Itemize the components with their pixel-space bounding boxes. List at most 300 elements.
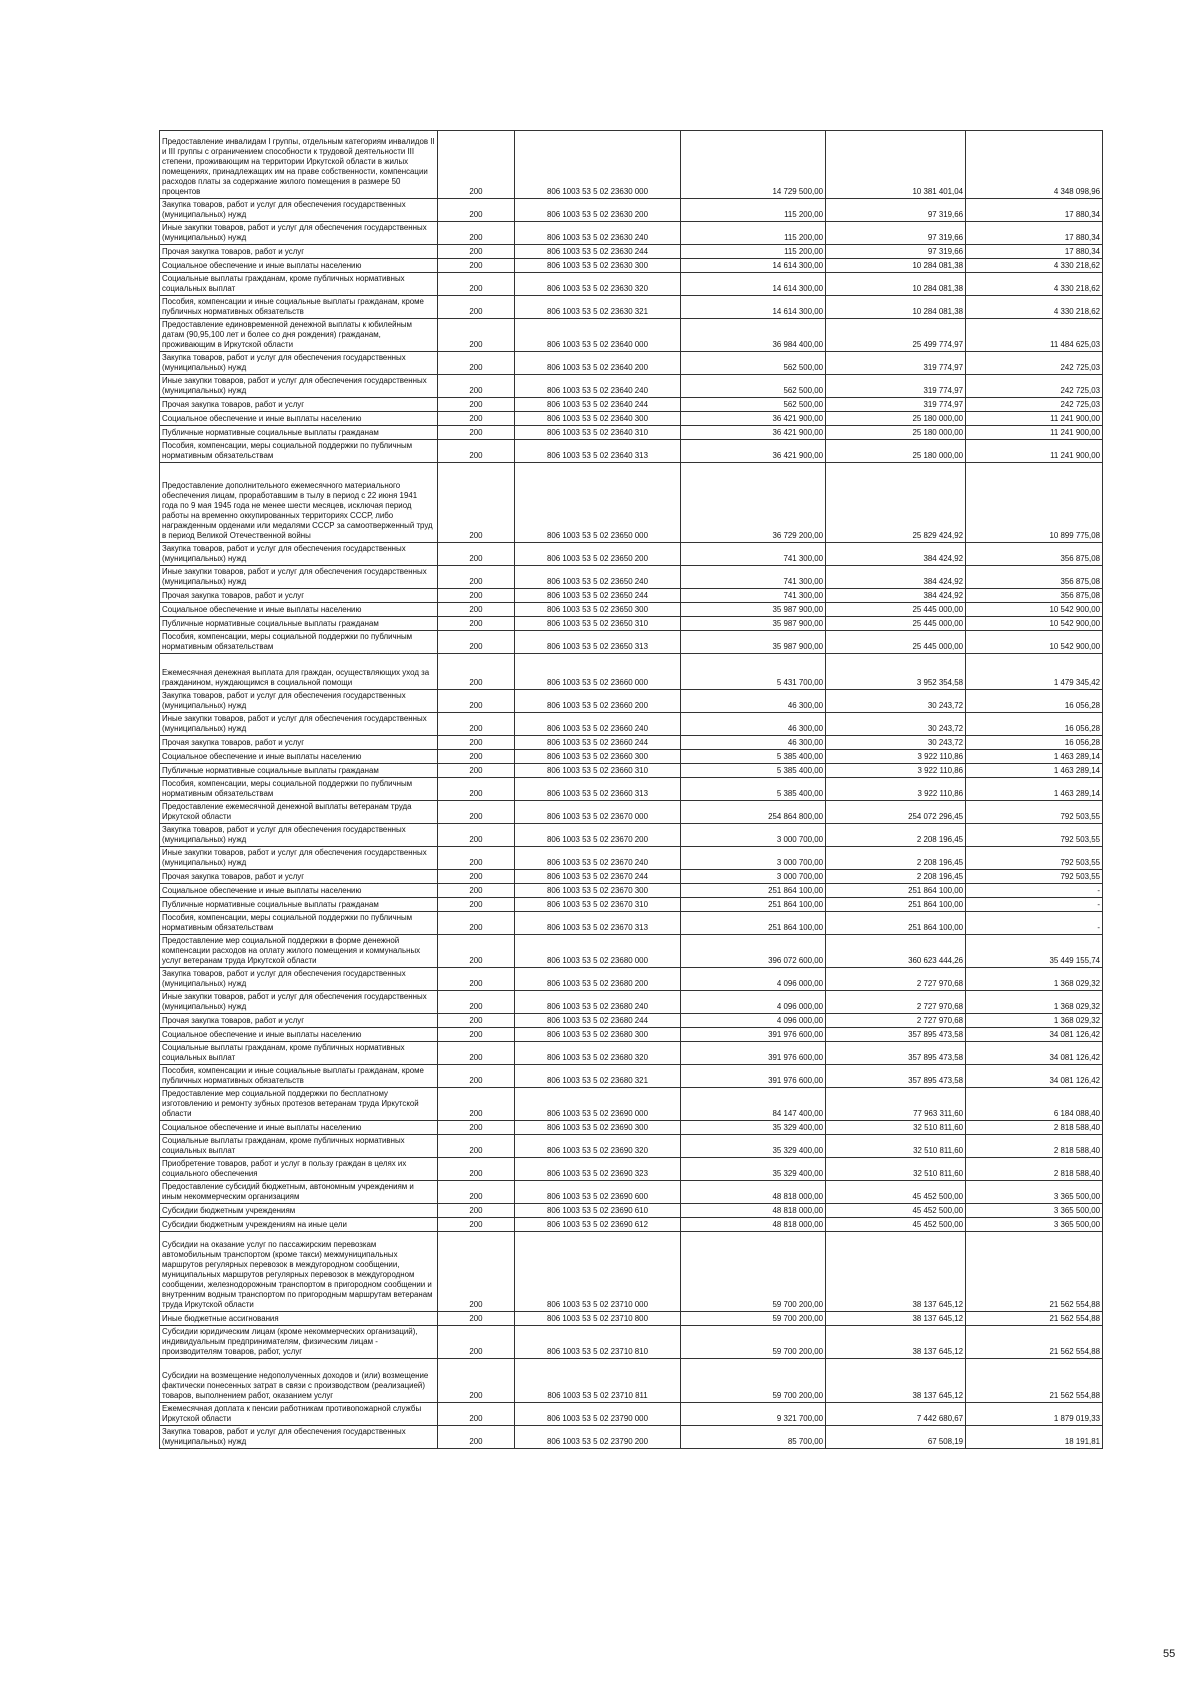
row-name: Социальные выплаты гражданам, кроме публичных нормативных социальных выплат — [160, 273, 438, 296]
row-unexecuted-amount: 1 368 029,32 — [966, 991, 1103, 1014]
row-vr-code: 200 — [438, 1028, 515, 1042]
row-name: Социальное обеспечение и иные выплаты населению — [160, 603, 438, 617]
row-vr-code: 200 — [438, 1359, 515, 1403]
table-row — [160, 617, 1103, 631]
row-unexecuted-amount: 35 449 155,74 — [966, 935, 1103, 968]
table-row — [160, 1403, 1103, 1426]
row-budget-code: 806 1003 53 5 02 23640 240 — [515, 375, 681, 398]
row-vr-code: 200 — [438, 991, 515, 1014]
row-budget-code: 806 1003 53 5 02 23670 000 — [515, 801, 681, 824]
row-name: Ежемесячная доплата к пенсии работникам противопожарной службы Иркутской области — [160, 1403, 438, 1426]
row-executed-amount: 251 864 100,00 — [826, 884, 966, 898]
table-row — [160, 824, 1103, 847]
row-unexecuted-amount: 356 875,08 — [966, 566, 1103, 589]
row-approved-amount: 5 385 400,00 — [681, 778, 826, 801]
row-budget-code: 806 1003 53 5 02 23660 313 — [515, 778, 681, 801]
row-approved-amount: 251 864 100,00 — [681, 884, 826, 898]
row-approved-amount: 46 300,00 — [681, 713, 826, 736]
row-vr-code: 200 — [438, 398, 515, 412]
row-executed-amount: 2 727 970,68 — [826, 968, 966, 991]
row-executed-amount: 32 510 811,60 — [826, 1158, 966, 1181]
table-row — [160, 222, 1103, 245]
row-budget-code: 806 1003 53 5 02 23640 300 — [515, 412, 681, 426]
row-budget-code: 806 1003 53 5 02 23660 000 — [515, 654, 681, 690]
row-name: Социальные выплаты гражданам, кроме публичных нормативных социальных выплат — [160, 1042, 438, 1065]
row-executed-amount: 319 774,97 — [826, 398, 966, 412]
table-row — [160, 935, 1103, 968]
row-approved-amount: 4 096 000,00 — [681, 968, 826, 991]
row-executed-amount: 25 445 000,00 — [826, 631, 966, 654]
row-executed-amount: 10 284 081,38 — [826, 259, 966, 273]
table-row — [160, 1326, 1103, 1359]
row-budget-code: 806 1003 53 5 02 23650 313 — [515, 631, 681, 654]
row-executed-amount: 251 864 100,00 — [826, 898, 966, 912]
row-name: Пособия, компенсации и иные социальные выплаты гражданам, кроме публичных нормативных обязательств — [160, 296, 438, 319]
row-vr-code: 200 — [438, 1312, 515, 1326]
row-approved-amount: 14 614 300,00 — [681, 259, 826, 273]
row-vr-code: 200 — [438, 935, 515, 968]
row-name: Иные закупки товаров, работ и услуг для обеспечения государственных (муниципальных) нужд — [160, 991, 438, 1014]
row-approved-amount: 46 300,00 — [681, 690, 826, 713]
row-unexecuted-amount: 16 056,28 — [966, 736, 1103, 750]
row-budget-code: 806 1003 53 5 02 23690 300 — [515, 1121, 681, 1135]
row-unexecuted-amount: 242 725,03 — [966, 352, 1103, 375]
row-approved-amount: 36 984 400,00 — [681, 319, 826, 352]
table-row — [160, 352, 1103, 375]
row-name: Приобретение товаров, работ и услуг в пользу граждан в целях их социального обеспечения — [160, 1158, 438, 1181]
row-executed-amount: 384 424,92 — [826, 566, 966, 589]
table-row — [160, 566, 1103, 589]
row-name: Прочая закупка товаров, работ и услуг — [160, 870, 438, 884]
table-row — [160, 589, 1103, 603]
row-approved-amount: 3 000 700,00 — [681, 824, 826, 847]
row-vr-code: 200 — [438, 1121, 515, 1135]
row-vr-code: 200 — [438, 912, 515, 935]
row-executed-amount: 30 243,72 — [826, 713, 966, 736]
table-row — [160, 1181, 1103, 1204]
row-name: Закупка товаров, работ и услуг для обеспечения государственных (муниципальных) нужд — [160, 199, 438, 222]
row-approved-amount: 3 000 700,00 — [681, 870, 826, 884]
row-unexecuted-amount: 34 081 126,42 — [966, 1042, 1103, 1065]
row-name: Предоставление субсидий бюджетным, автономным учреждениям и иным некоммерческим организациям — [160, 1181, 438, 1204]
row-unexecuted-amount: 2 818 588,40 — [966, 1135, 1103, 1158]
row-executed-amount: 25 180 000,00 — [826, 426, 966, 440]
row-budget-code: 806 1003 53 5 02 23690 000 — [515, 1088, 681, 1121]
row-approved-amount: 35 987 900,00 — [681, 631, 826, 654]
row-approved-amount: 59 700 200,00 — [681, 1232, 826, 1312]
row-name: Прочая закупка товаров, работ и услуг — [160, 245, 438, 259]
row-vr-code: 200 — [438, 131, 515, 199]
table-row — [160, 1042, 1103, 1065]
row-vr-code: 200 — [438, 1426, 515, 1449]
row-executed-amount: 2 727 970,68 — [826, 1014, 966, 1028]
row-approved-amount: 14 614 300,00 — [681, 273, 826, 296]
row-name: Прочая закупка товаров, работ и услуг — [160, 398, 438, 412]
row-name: Иные закупки товаров, работ и услуг для обеспечения государственных (муниципальных) нужд — [160, 566, 438, 589]
row-vr-code: 200 — [438, 1135, 515, 1158]
row-vr-code: 200 — [438, 750, 515, 764]
row-approved-amount: 3 000 700,00 — [681, 847, 826, 870]
row-unexecuted-amount: 1 463 289,14 — [966, 778, 1103, 801]
row-name: Предоставление мер социальной поддержки по бесплатному изготовлению и ремонту зубных протезов ветеранам труда Иркутской области — [160, 1088, 438, 1121]
row-approved-amount: 35 987 900,00 — [681, 603, 826, 617]
row-executed-amount: 38 137 645,12 — [826, 1232, 966, 1312]
table-row — [160, 375, 1103, 398]
row-vr-code: 200 — [438, 222, 515, 245]
row-unexecuted-amount: 3 365 500,00 — [966, 1204, 1103, 1218]
row-budget-code: 806 1003 53 5 02 23680 200 — [515, 968, 681, 991]
row-approved-amount: 59 700 200,00 — [681, 1359, 826, 1403]
table-row — [160, 1312, 1103, 1326]
row-budget-code: 806 1003 53 5 02 23670 313 — [515, 912, 681, 935]
row-unexecuted-amount: 4 330 218,62 — [966, 296, 1103, 319]
table-row — [160, 1426, 1103, 1449]
row-unexecuted-amount: 2 818 588,40 — [966, 1121, 1103, 1135]
row-budget-code: 806 1003 53 5 02 23650 300 — [515, 603, 681, 617]
row-executed-amount: 3 922 110,86 — [826, 778, 966, 801]
row-budget-code: 806 1003 53 5 02 23680 300 — [515, 1028, 681, 1042]
row-approved-amount: 4 096 000,00 — [681, 991, 826, 1014]
table-row — [160, 884, 1103, 898]
row-vr-code: 200 — [438, 631, 515, 654]
row-budget-code: 806 1003 53 5 02 23660 200 — [515, 690, 681, 713]
row-executed-amount: 25 445 000,00 — [826, 617, 966, 631]
row-executed-amount: 25 499 774,97 — [826, 319, 966, 352]
table-row — [160, 764, 1103, 778]
table-row — [160, 847, 1103, 870]
row-executed-amount: 45 452 500,00 — [826, 1181, 966, 1204]
row-name: Закупка товаров, работ и услуг для обеспечения государственных (муниципальных) нужд — [160, 1426, 438, 1449]
row-vr-code: 200 — [438, 736, 515, 750]
table-row — [160, 750, 1103, 764]
row-executed-amount: 7 442 680,67 — [826, 1403, 966, 1426]
row-vr-code: 200 — [438, 1218, 515, 1232]
row-vr-code: 200 — [438, 801, 515, 824]
table-row — [160, 603, 1103, 617]
row-approved-amount: 562 500,00 — [681, 352, 826, 375]
row-name: Публичные нормативные социальные выплаты гражданам — [160, 898, 438, 912]
table-row — [160, 870, 1103, 884]
row-unexecuted-amount: 792 503,55 — [966, 824, 1103, 847]
row-approved-amount: 5 385 400,00 — [681, 764, 826, 778]
row-unexecuted-amount: - — [966, 884, 1103, 898]
row-executed-amount: 77 963 311,60 — [826, 1088, 966, 1121]
row-executed-amount: 45 452 500,00 — [826, 1204, 966, 1218]
row-unexecuted-amount: 1 463 289,14 — [966, 750, 1103, 764]
table-row — [160, 199, 1103, 222]
row-budget-code: 806 1003 53 5 02 23660 244 — [515, 736, 681, 750]
row-budget-code: 806 1003 53 5 02 23660 300 — [515, 750, 681, 764]
table-row — [160, 991, 1103, 1014]
row-approved-amount: 115 200,00 — [681, 199, 826, 222]
row-vr-code: 200 — [438, 1088, 515, 1121]
row-approved-amount: 36 421 900,00 — [681, 412, 826, 426]
row-budget-code: 806 1003 53 5 02 23640 244 — [515, 398, 681, 412]
row-vr-code: 200 — [438, 654, 515, 690]
row-approved-amount: 741 300,00 — [681, 589, 826, 603]
row-executed-amount: 384 424,92 — [826, 589, 966, 603]
table-row — [160, 426, 1103, 440]
table-row — [160, 654, 1103, 690]
row-approved-amount: 251 864 100,00 — [681, 912, 826, 935]
row-vr-code: 200 — [438, 898, 515, 912]
row-approved-amount: 35 329 400,00 — [681, 1135, 826, 1158]
row-name: Субсидии бюджетным учреждениям на иные цели — [160, 1218, 438, 1232]
row-budget-code: 806 1003 53 5 02 23630 244 — [515, 245, 681, 259]
row-vr-code: 200 — [438, 1158, 515, 1181]
row-name: Пособия, компенсации, меры социальной поддержки по публичным нормативным обязательствам — [160, 440, 438, 463]
row-unexecuted-amount: 21 562 554,88 — [966, 1359, 1103, 1403]
row-budget-code: 806 1003 53 5 02 23640 313 — [515, 440, 681, 463]
row-unexecuted-amount: 2 818 588,40 — [966, 1158, 1103, 1181]
table-row — [160, 1359, 1103, 1403]
row-approved-amount: 5 385 400,00 — [681, 750, 826, 764]
row-unexecuted-amount: 17 880,34 — [966, 222, 1103, 245]
row-name: Закупка товаров, работ и услуг для обеспечения государственных (муниципальных) нужд — [160, 968, 438, 991]
row-vr-code: 200 — [438, 617, 515, 631]
row-executed-amount: 10 284 081,38 — [826, 296, 966, 319]
row-unexecuted-amount: - — [966, 898, 1103, 912]
row-name: Иные бюджетные ассигнования — [160, 1312, 438, 1326]
row-executed-amount: 2 208 196,45 — [826, 870, 966, 884]
row-name: Предоставление инвалидам I группы, отдельным категориям инвалидов II и III группы с ограничением способности к трудовой деятельности III степени, проживающим на территории Иркутской области в жилых помещениях, принадлежащих им на праве собственности, компенсации расходов платы за содержание жилого помещения в размере 50 процентов — [160, 131, 438, 199]
table-row — [160, 1014, 1103, 1028]
row-executed-amount: 319 774,97 — [826, 352, 966, 375]
row-unexecuted-amount: 356 875,08 — [966, 543, 1103, 566]
row-unexecuted-amount: 11 241 900,00 — [966, 440, 1103, 463]
row-budget-code: 806 1003 53 5 02 23670 300 — [515, 884, 681, 898]
row-unexecuted-amount: 792 503,55 — [966, 847, 1103, 870]
table-row — [160, 398, 1103, 412]
row-name: Иные закупки товаров, работ и услуг для обеспечения государственных (муниципальных) нужд — [160, 375, 438, 398]
row-budget-code: 806 1003 53 5 02 23630 300 — [515, 259, 681, 273]
row-unexecuted-amount: 1 463 289,14 — [966, 764, 1103, 778]
row-vr-code: 200 — [438, 375, 515, 398]
row-name: Закупка товаров, работ и услуг для обеспечения государственных (муниципальных) нужд — [160, 543, 438, 566]
row-unexecuted-amount: 21 562 554,88 — [966, 1312, 1103, 1326]
row-name: Предоставление ежемесячной денежной выплаты ветеранам труда Иркутской области — [160, 801, 438, 824]
row-budget-code: 806 1003 53 5 02 23650 000 — [515, 463, 681, 543]
row-budget-code: 806 1003 53 5 02 23670 200 — [515, 824, 681, 847]
row-budget-code: 806 1003 53 5 02 23680 240 — [515, 991, 681, 1014]
row-name: Социальное обеспечение и иные выплаты населению — [160, 884, 438, 898]
row-name: Публичные нормативные социальные выплаты гражданам — [160, 426, 438, 440]
row-vr-code: 200 — [438, 1014, 515, 1028]
row-name: Закупка товаров, работ и услуг для обеспечения государственных (муниципальных) нужд — [160, 824, 438, 847]
row-name: Пособия, компенсации, меры социальной поддержки по публичным нормативным обязательствам — [160, 912, 438, 935]
row-vr-code: 200 — [438, 968, 515, 991]
row-executed-amount: 10 381 401,04 — [826, 131, 966, 199]
row-vr-code: 200 — [438, 847, 515, 870]
row-executed-amount: 357 895 473,58 — [826, 1065, 966, 1088]
table-row — [160, 1088, 1103, 1121]
row-vr-code: 200 — [438, 884, 515, 898]
row-budget-code: 806 1003 53 5 02 23650 310 — [515, 617, 681, 631]
row-vr-code: 200 — [438, 1204, 515, 1218]
row-name: Закупка товаров, работ и услуг для обеспечения государственных (муниципальных) нужд — [160, 352, 438, 375]
row-name: Предоставление мер социальной поддержки в форме денежной компенсации расходов на оплату жилого помещения и коммунальных услуг ветеранам труда Иркутской области — [160, 935, 438, 968]
row-unexecuted-amount: 242 725,03 — [966, 375, 1103, 398]
row-unexecuted-amount: 1 368 029,32 — [966, 968, 1103, 991]
row-unexecuted-amount: - — [966, 912, 1103, 935]
row-vr-code: 200 — [438, 273, 515, 296]
row-name: Социальное обеспечение и иные выплаты населению — [160, 1121, 438, 1135]
row-unexecuted-amount: 10 542 900,00 — [966, 603, 1103, 617]
row-executed-amount: 38 137 645,12 — [826, 1326, 966, 1359]
row-executed-amount: 30 243,72 — [826, 690, 966, 713]
table-row — [160, 1065, 1103, 1088]
row-executed-amount: 32 510 811,60 — [826, 1135, 966, 1158]
row-executed-amount: 25 445 000,00 — [826, 603, 966, 617]
row-budget-code: 806 1003 53 5 02 23650 200 — [515, 543, 681, 566]
page-number: 55 — [1163, 1648, 1176, 1660]
table-row — [160, 631, 1103, 654]
row-budget-code: 806 1003 53 5 02 23660 310 — [515, 764, 681, 778]
row-name: Социальное обеспечение и иные выплаты населению — [160, 1028, 438, 1042]
row-executed-amount: 45 452 500,00 — [826, 1218, 966, 1232]
row-name: Иные закупки товаров, работ и услуг для обеспечения государственных (муниципальных) нужд — [160, 222, 438, 245]
row-approved-amount: 14 614 300,00 — [681, 296, 826, 319]
row-name: Субсидии бюджетным учреждениям — [160, 1204, 438, 1218]
row-unexecuted-amount: 3 365 500,00 — [966, 1181, 1103, 1204]
row-unexecuted-amount: 21 562 554,88 — [966, 1232, 1103, 1312]
row-budget-code: 806 1003 53 5 02 23630 240 — [515, 222, 681, 245]
row-budget-code: 806 1003 53 5 02 23640 000 — [515, 319, 681, 352]
row-approved-amount: 9 321 700,00 — [681, 1403, 826, 1426]
row-executed-amount: 25 180 000,00 — [826, 440, 966, 463]
row-unexecuted-amount: 17 880,34 — [966, 245, 1103, 259]
row-unexecuted-amount: 1 479 345,42 — [966, 654, 1103, 690]
row-budget-code: 806 1003 53 5 02 23630 320 — [515, 273, 681, 296]
row-budget-code: 806 1003 53 5 02 23660 240 — [515, 713, 681, 736]
row-budget-code: 806 1003 53 5 02 23670 240 — [515, 847, 681, 870]
row-executed-amount: 30 243,72 — [826, 736, 966, 750]
table-row — [160, 898, 1103, 912]
row-budget-code: 806 1003 53 5 02 23690 320 — [515, 1135, 681, 1158]
row-name: Предоставление единовременной денежной выплаты к юбилейным датам (90,95,100 лет и более со дня рождения) гражданам, проживающим в Иркутской области — [160, 319, 438, 352]
row-vr-code: 200 — [438, 259, 515, 273]
row-executed-amount: 360 623 444,26 — [826, 935, 966, 968]
row-unexecuted-amount: 1 879 019,33 — [966, 1403, 1103, 1426]
row-executed-amount: 3 922 110,86 — [826, 750, 966, 764]
row-approved-amount: 48 818 000,00 — [681, 1181, 826, 1204]
row-vr-code: 200 — [438, 1403, 515, 1426]
row-approved-amount: 115 200,00 — [681, 245, 826, 259]
row-executed-amount: 10 284 081,38 — [826, 273, 966, 296]
row-vr-code: 200 — [438, 199, 515, 222]
row-name: Субсидии на оказание услуг по пассажирским перевозкам автомобильным транспортом (кроме такси) межмуниципальных маршрутов регулярных перевозок в междугородном сообщении, муниципальных маршрутов регулярных перевозок в междугородном сообщении, железнодорожным транспортом в пригородном сообщении и внутренним водным транспортом по пригородным маршрутам ветеранам труда Иркутской области — [160, 1232, 438, 1312]
row-unexecuted-amount: 11 484 625,03 — [966, 319, 1103, 352]
row-unexecuted-amount: 10 899 775,08 — [966, 463, 1103, 543]
row-vr-code: 200 — [438, 352, 515, 375]
table-row — [160, 1135, 1103, 1158]
row-approved-amount: 741 300,00 — [681, 543, 826, 566]
row-unexecuted-amount: 18 191,81 — [966, 1426, 1103, 1449]
row-executed-amount: 25 829 424,92 — [826, 463, 966, 543]
table-row — [160, 463, 1103, 543]
row-unexecuted-amount: 4 330 218,62 — [966, 273, 1103, 296]
row-name: Пособия, компенсации, меры социальной поддержки по публичным нормативным обязательствам — [160, 778, 438, 801]
row-approved-amount: 5 431 700,00 — [681, 654, 826, 690]
row-budget-code: 806 1003 53 5 02 23710 000 — [515, 1232, 681, 1312]
row-budget-code: 806 1003 53 5 02 23630 000 — [515, 131, 681, 199]
row-vr-code: 200 — [438, 566, 515, 589]
table-row — [160, 543, 1103, 566]
row-name: Социальное обеспечение и иные выплаты населению — [160, 412, 438, 426]
table-row — [160, 1121, 1103, 1135]
row-budget-code: 806 1003 53 5 02 23690 323 — [515, 1158, 681, 1181]
row-executed-amount: 32 510 811,60 — [826, 1121, 966, 1135]
row-approved-amount: 35 329 400,00 — [681, 1121, 826, 1135]
row-vr-code: 200 — [438, 426, 515, 440]
row-executed-amount: 38 137 645,12 — [826, 1359, 966, 1403]
row-vr-code: 200 — [438, 440, 515, 463]
row-vr-code: 200 — [438, 589, 515, 603]
row-unexecuted-amount: 11 241 900,00 — [966, 412, 1103, 426]
row-unexecuted-amount: 11 241 900,00 — [966, 426, 1103, 440]
row-budget-code: 806 1003 53 5 02 23710 811 — [515, 1359, 681, 1403]
row-executed-amount: 251 864 100,00 — [826, 912, 966, 935]
row-name: Прочая закупка товаров, работ и услуг — [160, 1014, 438, 1028]
table-row — [160, 713, 1103, 736]
row-budget-code: 806 1003 53 5 02 23680 320 — [515, 1042, 681, 1065]
row-unexecuted-amount: 21 562 554,88 — [966, 1326, 1103, 1359]
row-budget-code: 806 1003 53 5 02 23710 810 — [515, 1326, 681, 1359]
table-row — [160, 1204, 1103, 1218]
table-row — [160, 296, 1103, 319]
table-row — [160, 245, 1103, 259]
row-approved-amount: 391 976 600,00 — [681, 1065, 826, 1088]
row-vr-code: 200 — [438, 296, 515, 319]
row-executed-amount: 357 895 473,58 — [826, 1042, 966, 1065]
row-name: Пособия, компенсации, меры социальной поддержки по публичным нормативным обязательствам — [160, 631, 438, 654]
row-budget-code: 806 1003 53 5 02 23680 000 — [515, 935, 681, 968]
row-vr-code: 200 — [438, 543, 515, 566]
row-approved-amount: 391 976 600,00 — [681, 1042, 826, 1065]
row-vr-code: 200 — [438, 778, 515, 801]
row-executed-amount: 3 952 354,58 — [826, 654, 966, 690]
table-body — [160, 131, 1103, 1449]
row-budget-code: 806 1003 53 5 02 23690 612 — [515, 1218, 681, 1232]
row-approved-amount: 115 200,00 — [681, 222, 826, 245]
row-unexecuted-amount: 356 875,08 — [966, 589, 1103, 603]
row-name: Субсидии на возмещение недополученных доходов и (или) возмещение фактически понесенных затрат в связи с производством (реализацией) товаров, выполнением работ, оказанием услуг — [160, 1359, 438, 1403]
table-row — [160, 273, 1103, 296]
table-row — [160, 968, 1103, 991]
row-budget-code: 806 1003 53 5 02 23790 200 — [515, 1426, 681, 1449]
row-vr-code: 200 — [438, 245, 515, 259]
row-unexecuted-amount: 34 081 126,42 — [966, 1065, 1103, 1088]
row-vr-code: 200 — [438, 1326, 515, 1359]
row-vr-code: 200 — [438, 870, 515, 884]
row-executed-amount: 67 508,19 — [826, 1426, 966, 1449]
row-unexecuted-amount: 792 503,55 — [966, 870, 1103, 884]
table-row — [160, 778, 1103, 801]
row-approved-amount: 741 300,00 — [681, 566, 826, 589]
row-vr-code: 200 — [438, 764, 515, 778]
row-unexecuted-amount: 4 348 098,96 — [966, 131, 1103, 199]
row-name: Предоставление дополнительного ежемесячного материального обеспечения лицам, проработавшим в тылу в период с 22 июня 1941 года по 9 мая 1945 года не менее шести месяцев, исключая период работы на временно оккупированных территориях СССР, либо награжденным орденами или медалями СССР за самоотверженный труд в период Великой Отечественной войны — [160, 463, 438, 543]
table-row — [160, 1218, 1103, 1232]
row-approved-amount: 35 987 900,00 — [681, 617, 826, 631]
table-row — [160, 131, 1103, 199]
row-name: Иные закупки товаров, работ и услуг для обеспечения государственных (муниципальных) нужд — [160, 847, 438, 870]
row-approved-amount: 85 700,00 — [681, 1426, 826, 1449]
row-unexecuted-amount: 10 542 900,00 — [966, 617, 1103, 631]
row-approved-amount: 46 300,00 — [681, 736, 826, 750]
row-budget-code: 806 1003 53 5 02 23710 800 — [515, 1312, 681, 1326]
row-budget-code: 806 1003 53 5 02 23630 321 — [515, 296, 681, 319]
